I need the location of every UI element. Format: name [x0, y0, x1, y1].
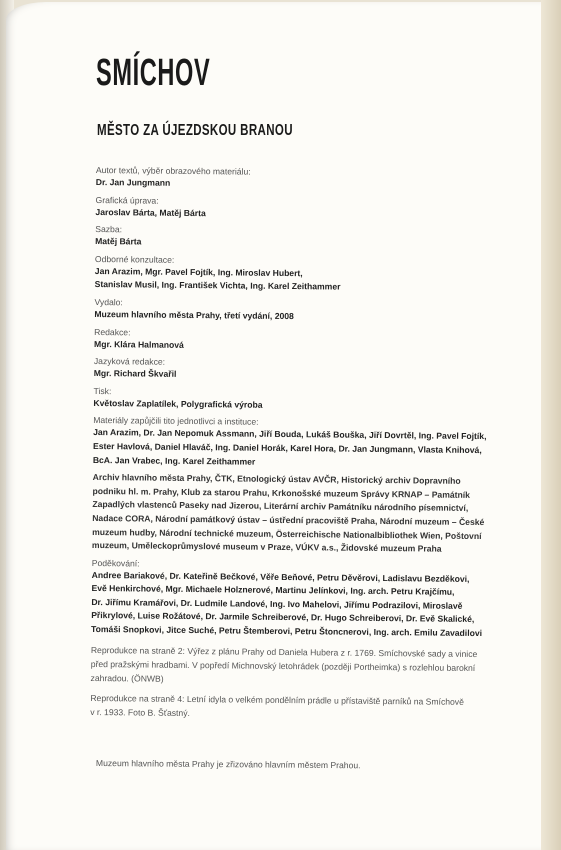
reproduction-note-page-2 [91, 643, 511, 689]
archives-line: Nadace CORA, Národní památkový ústav – ústřední pracoviště Praha, Národní muzeum – České [92, 512, 485, 527]
credit-label: Redakce: [94, 326, 131, 337]
credit-label: Odborné konzultace: [94, 253, 175, 265]
credit-list [93, 164, 516, 472]
reproduction-note-page-4 [90, 691, 510, 723]
credits-block [90, 160, 516, 723]
thanks-line: Tomáši Snopkovi, Jitce Suché, Petru Štemberovi, Petru Štoncnerovi, Ing. arch. Emilu Zavadilovi [91, 624, 483, 639]
note-line: před pražskými hradbami. V popředí Michnovský letohrádek (později Portheimka) s rozlehlou barokní [90, 658, 476, 673]
thanks-line: Evě Henkirchové, Mgr. Michaele Holznerové, Martinu Jelínkovi, Ing. arch. Petru Krajčímu, [91, 583, 455, 598]
credit-value: Matěj Bárta [95, 236, 142, 247]
credit-value: Jaroslav Bárta, Matěj Bárta [95, 206, 206, 218]
credit-label: Grafická úprava: [95, 194, 159, 206]
credit-label: Jazyková redakce: [93, 356, 166, 367]
credit-value: Muzeum hlavního města Prahy, třetí vydání, 2008 [94, 308, 294, 322]
footer-note: Muzeum hlavního města Prahy je zřizováno hlavním městem Prahou. [95, 758, 361, 771]
credit-label: Autor textů, výběr obrazového materiálu: [95, 164, 251, 177]
thanks-list [91, 569, 512, 641]
archives-list [92, 471, 513, 557]
credit-label: Sazba: [95, 224, 123, 235]
book-title: SMÍCHOV [96, 52, 211, 94]
book-page [6, 2, 541, 850]
note-line: Reprodukce na straně 2: Výřez z plánu Prahy od Daniela Hubera z r. 1769. Smíchovské sady a vinice [90, 644, 478, 659]
thanks-label: Poděkování: [91, 557, 140, 569]
credit-value: Ester Havlová, Daniel Hlaváč, Ing. Daniel Horák, Karel Hora, Dr. Jan Jungmann, Vlasta Knihová, [92, 440, 482, 455]
credit-label: Materiály zapůjčili tito jednotlivci a instituce: [93, 415, 259, 428]
archives-line: podniku hl. m. Prahy, Klub za starou Prahu, Krkonošské muzeum Správy KRNAP – Památník [92, 485, 471, 500]
credit-label: Tisk: [93, 385, 112, 396]
thanks-line: Dr. Jiřímu Kramářovi, Dr. Ludmile Landové, Ing. Ivo Mahelovi, Jiřímu Podrazilovi, Miroslavě [91, 596, 463, 611]
credit-value: BcA. Jan Vrabec, Ing. Karel Zeithammer [92, 454, 256, 467]
note-line: v r. 1933. Foto B. Šťastný. [90, 706, 190, 718]
book-subtitle: MĚSTO ZA ÚJEZDSKOU BRANOU [97, 122, 293, 139]
thanks-line: Přikrylové, Luise Rožátové, Dr. Jarmile Schreiberové, Dr. Hugo Schreiberovi, Dr. Evě Skalické, [91, 610, 475, 625]
archives-line: Archiv hlavního města Prahy, ČTK, Etnologický ústav AVČR, Historický archiv Dopravního [92, 472, 461, 486]
page-edge [541, 0, 561, 850]
thanks-line: Andree Bariakové, Dr. Kateřině Bečkové, Věře Beňové, Petru Děvěrovi, Ladislavu Bezděkovi, [91, 569, 470, 584]
archives-line: muzeum, Uměleckoprůmyslové museum v Praze, VÚKV a.s., Židovské muzeum Praha [91, 540, 442, 554]
credit-value: Jan Arazim, Mgr. Pavel Fojtík, Ing. Miroslav Hubert, [94, 265, 303, 278]
credit-value: Mgr. Richard Škvařil [93, 368, 177, 380]
note-line: zahradou. (ÖNWB) [90, 672, 164, 684]
credit-value: Dr. Jan Jungmann [95, 176, 171, 188]
credit-value: Mgr. Klára Halmanová [94, 338, 184, 350]
credit-value: Stanislav Musil, Ing. František Vichta, Ing. Karel Zeithammer [94, 279, 341, 292]
credit-value: Květoslav Zaplatílek, Polygrafická výroba [93, 397, 263, 410]
archives-line: muzeum hudby, Národní technické muzeum, Österreichische Nationalbibliothek Wien, Poštovní [92, 526, 482, 541]
note-line: Reprodukce na straně 4: Letní idyla o velkém pondělním prádle u přístaviště parníků na Smíchově [90, 692, 464, 707]
credit-value: Jan Arazim, Dr. Jan Nepomuk Assmann, Jiří Bouda, Lukáš Bouška, Jiří Dovrtěl, Ing. Pavel Fojtík, [93, 427, 487, 442]
archives-line: Zapadlých vlastenců Paseky nad Jizerou, Literární archiv Památníku národního písemnictví, [92, 499, 469, 514]
credit-label: Vydalo: [94, 296, 123, 308]
